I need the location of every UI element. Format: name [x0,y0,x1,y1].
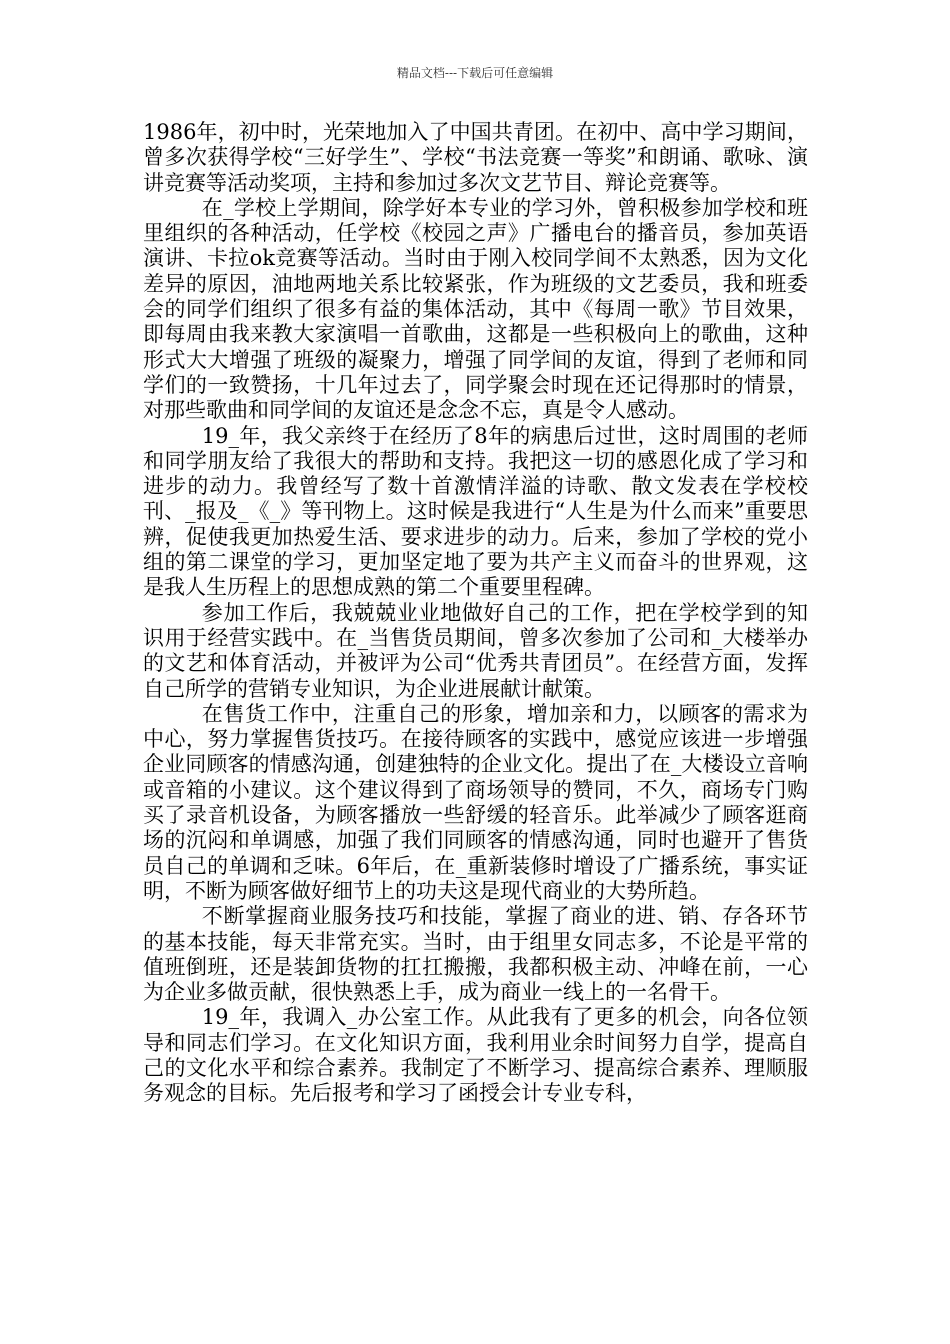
paragraph-3: 19_年，我父亲终于在经历了8年的病患后过世，这时周围的老师和同学朋友给了我很大的帮助和支持。我把这一切的感恩化成了学习和进步的动力。我曾经写了数十首激情洋溢的诗歌、散文发表在学校校刊、_报及_《_》等刊物上。这时候是我进行“人生是为什么而来”重要思辨，促使我更加热爱生活、要求进步的动力。后来，参加了学校的党小组的第二课堂的学习，更加坚定地了要为共产主义而奋斗的世界观，这是我人生历程上的思想成熟的第二个重要里程碑。 [143,423,808,600]
paragraph-5: 在售货工作中，注重自己的形象，增加亲和力，以顾客的需求为中心，努力掌握售货技巧。在接待顾客的实践中，感觉应该进一步增强企业同顾客的情感沟通，创建独特的企业文化。提出了在_大楼设立音响或音箱的小建议。这个建议得到了商场领导的赞同，不久，商场专门购买了录音机设备，为顾客播放一些舒缓的轻音乐。此举减少了顾客逛商场的沉闷和单调感，加强了我们同顾客的情感沟通，同时也避开了售货员自己的单调和乏味。6年后，在_重新装修时增设了广播系统，事实证明，不断为顾客做好细节上的功夫这是现代商业的大势所趋。 [143,701,808,903]
document-body [143,120,808,1107]
paragraph-1: 1986年，初中时，光荣地加入了中国共青团。在初中、高中学习期间，曾多次获得学校“三好学生”、学校“书法竞赛一等奖”和朗诵、歌咏、演讲竞赛等活动奖项，主持和参加过多次文艺节目、辩论竞赛等。 [143,120,808,195]
paragraph-4: 参加工作后，我兢兢业业地做好自己的工作，把在学校学到的知识用于经营实践中。在_当售货员期间，曾多次参加了公司和_大楼举办的文艺和体育活动，并被评为公司“优秀共青团员”。在经营方面，发挥自己所学的营销专业知识，为企业进展献计献策。 [143,600,808,701]
page-header: 精品文档---下载后可任意编辑 [396,66,554,80]
paragraph-6: 不断掌握商业服务技巧和技能，掌握了商业的进、销、存各环节的基本技能，每天非常充实。当时，由于组里女同志多，不论是平常的值班倒班，还是装卸货物的扛扛搬搬，我都积极主动、冲峰在前，一心为企业多做贡献，很快熟悉上手，成为商业一线上的一名骨干。 [143,904,808,1005]
paragraph-7: 19_年，我调入_办公室工作。从此我有了更多的机会，向各位领导和同志们学习。在文化知识方面，我利用业余时间努力自学，提高自己的文化水平和综合素养。我制定了不断学习、提高综合素养、理顺服务观念的目标。先后报考和学习了函授会计专业专科， [143,1005,808,1106]
paragraph-2: 在_学校上学期间，除学好本专业的学习外，曾积极参加学校和班里组织的各种活动，任学校《校园之声》广播电台的播音员，参加英语演讲、卡拉ok竞赛等活动。当时由于刚入校同学间不太熟悉，因为文化差异的原因，油地两地关系比较紧张，作为班级的文艺委员，我和班委会的同学们组织了很多有益的集体活动，其中《每周一歌》节目效果，即每周由我来教大家演唱一首歌曲，这都是一些积极向上的歌曲，这种形式大大增强了班级的凝聚力，增强了同学间的友谊，得到了老师和同学们的一致赞扬，十几年过去了，同学聚会时现在还记得那时的情景，对那些歌曲和同学间的友谊还是念念不忘，真是令人感动。 [143,195,808,423]
